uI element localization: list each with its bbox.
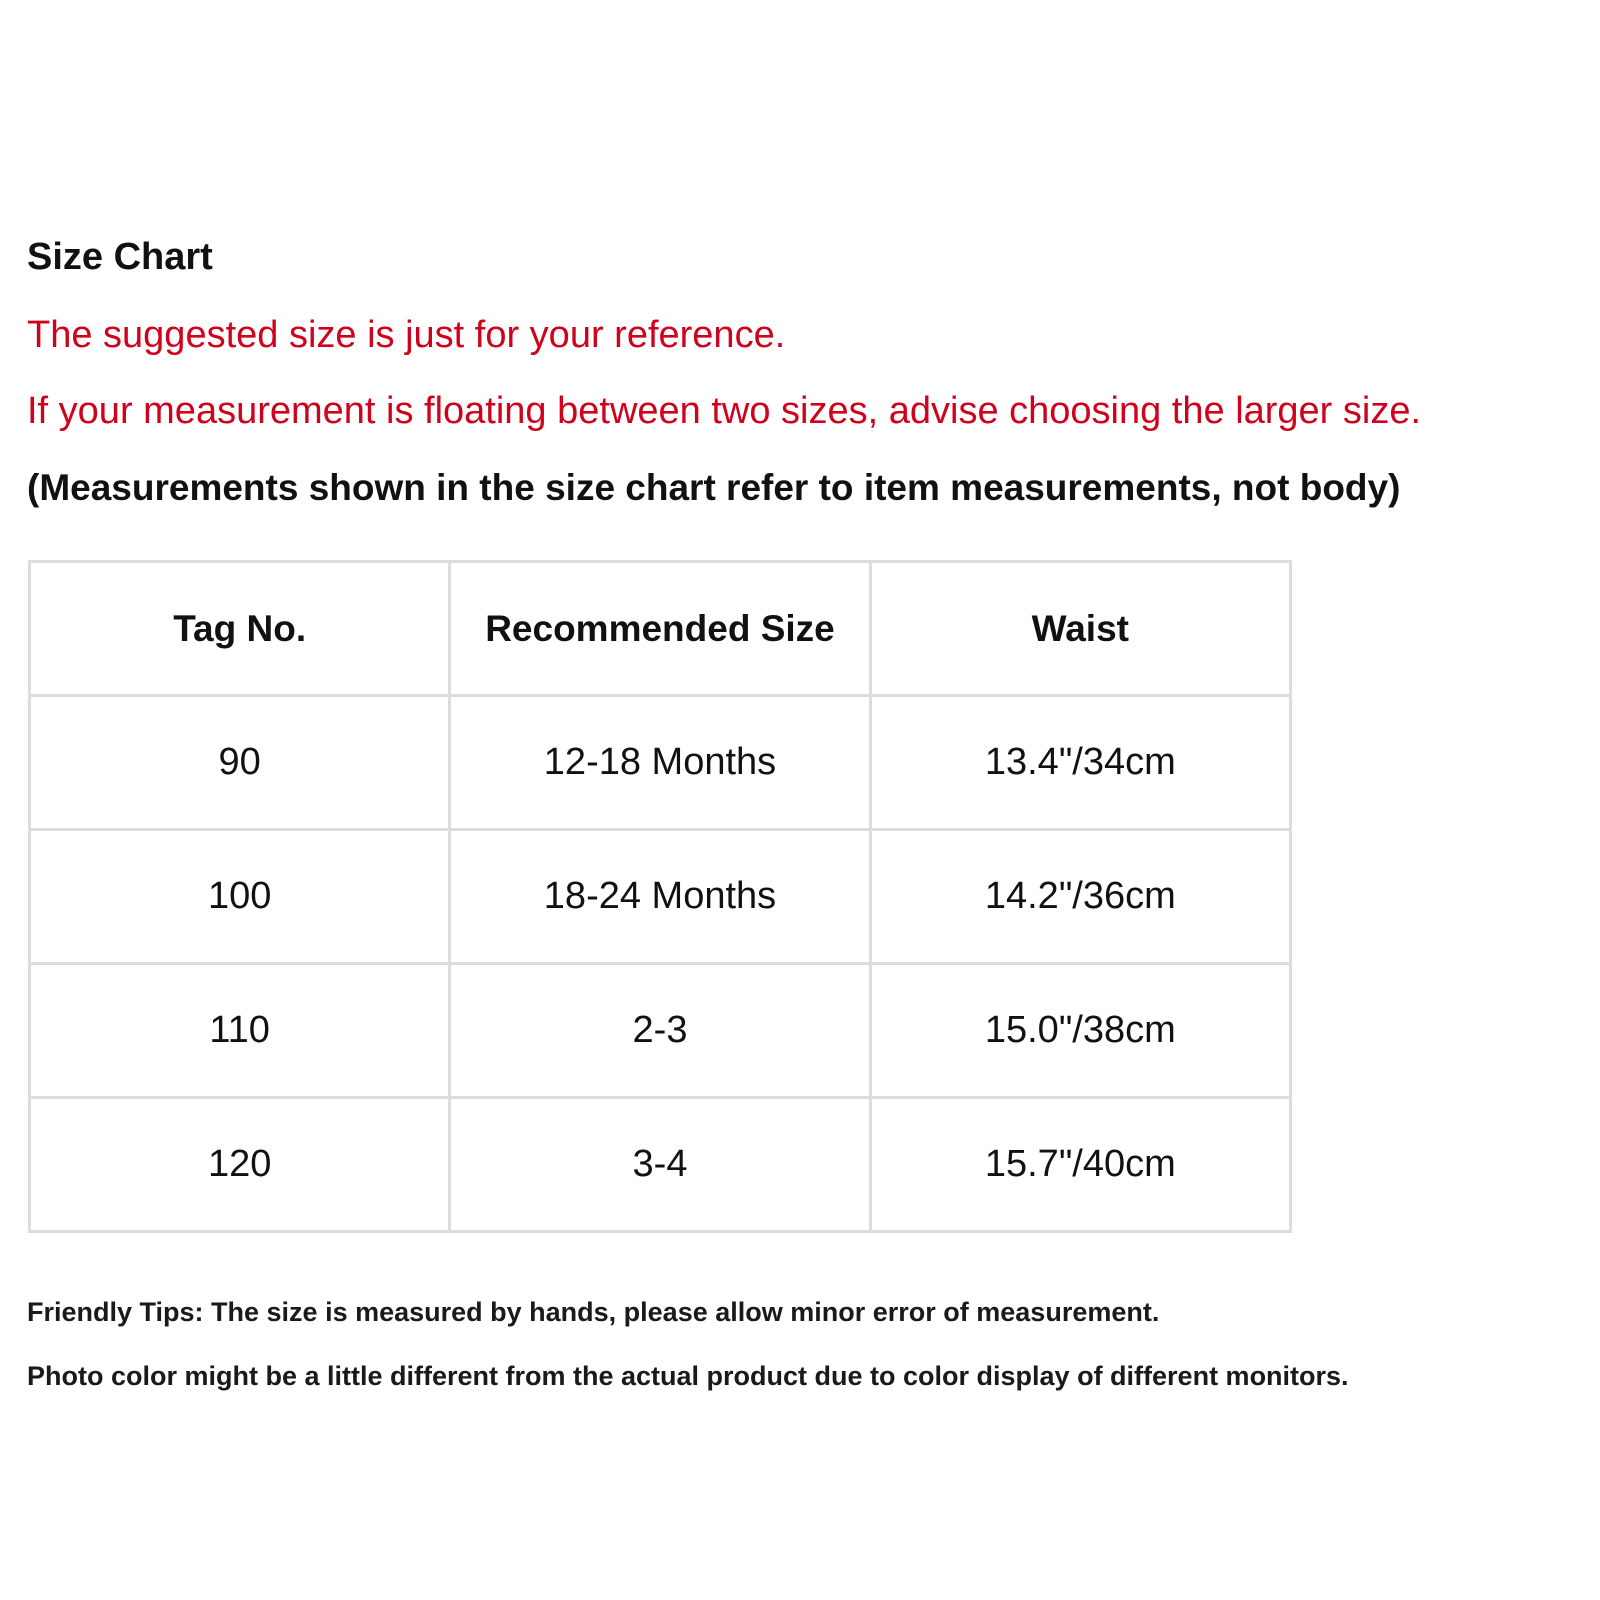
cell-recommended-size: 12-18 Months xyxy=(450,696,870,830)
size-reference-notice: The suggested size is just for your reference. xyxy=(27,314,786,356)
page-title: Size Chart xyxy=(27,236,213,278)
size-between-notice: If your measurement is floating between two sizes, advise choosing the larger size. xyxy=(27,390,1422,432)
friendly-tips: Friendly Tips: The size is measured by hands, please allow minor error of measurement. xyxy=(27,1297,1160,1327)
table-row xyxy=(30,830,1291,964)
cell-recommended-size: 3-4 xyxy=(450,1098,870,1232)
cell-tag-no: 120 xyxy=(30,1098,450,1232)
cell-waist: 14.2"/36cm xyxy=(870,830,1290,964)
table-row xyxy=(30,696,1291,830)
cell-tag-no: 110 xyxy=(30,964,450,1098)
cell-waist: 15.0"/38cm xyxy=(870,964,1290,1098)
header-waist: Waist xyxy=(870,562,1290,696)
header-recommended-size: Recommended Size xyxy=(450,562,870,696)
photo-color-note: Photo color might be a little different from the actual product due to color display of different monitors. xyxy=(27,1361,1349,1391)
measurement-note: (Measurements shown in the size chart refer to item measurements, not body) xyxy=(27,467,1401,508)
header-tag-no: Tag No. xyxy=(30,562,450,696)
table-row xyxy=(30,1098,1291,1232)
cell-tag-no: 100 xyxy=(30,830,450,964)
cell-tag-no: 90 xyxy=(30,696,450,830)
size-table xyxy=(28,560,1292,1233)
cell-recommended-size: 18-24 Months xyxy=(450,830,870,964)
table-row xyxy=(30,964,1291,1098)
cell-waist: 13.4"/34cm xyxy=(870,696,1290,830)
table-header-row xyxy=(30,562,1291,696)
cell-recommended-size: 2-3 xyxy=(450,964,870,1098)
cell-waist: 15.7"/40cm xyxy=(870,1098,1290,1232)
